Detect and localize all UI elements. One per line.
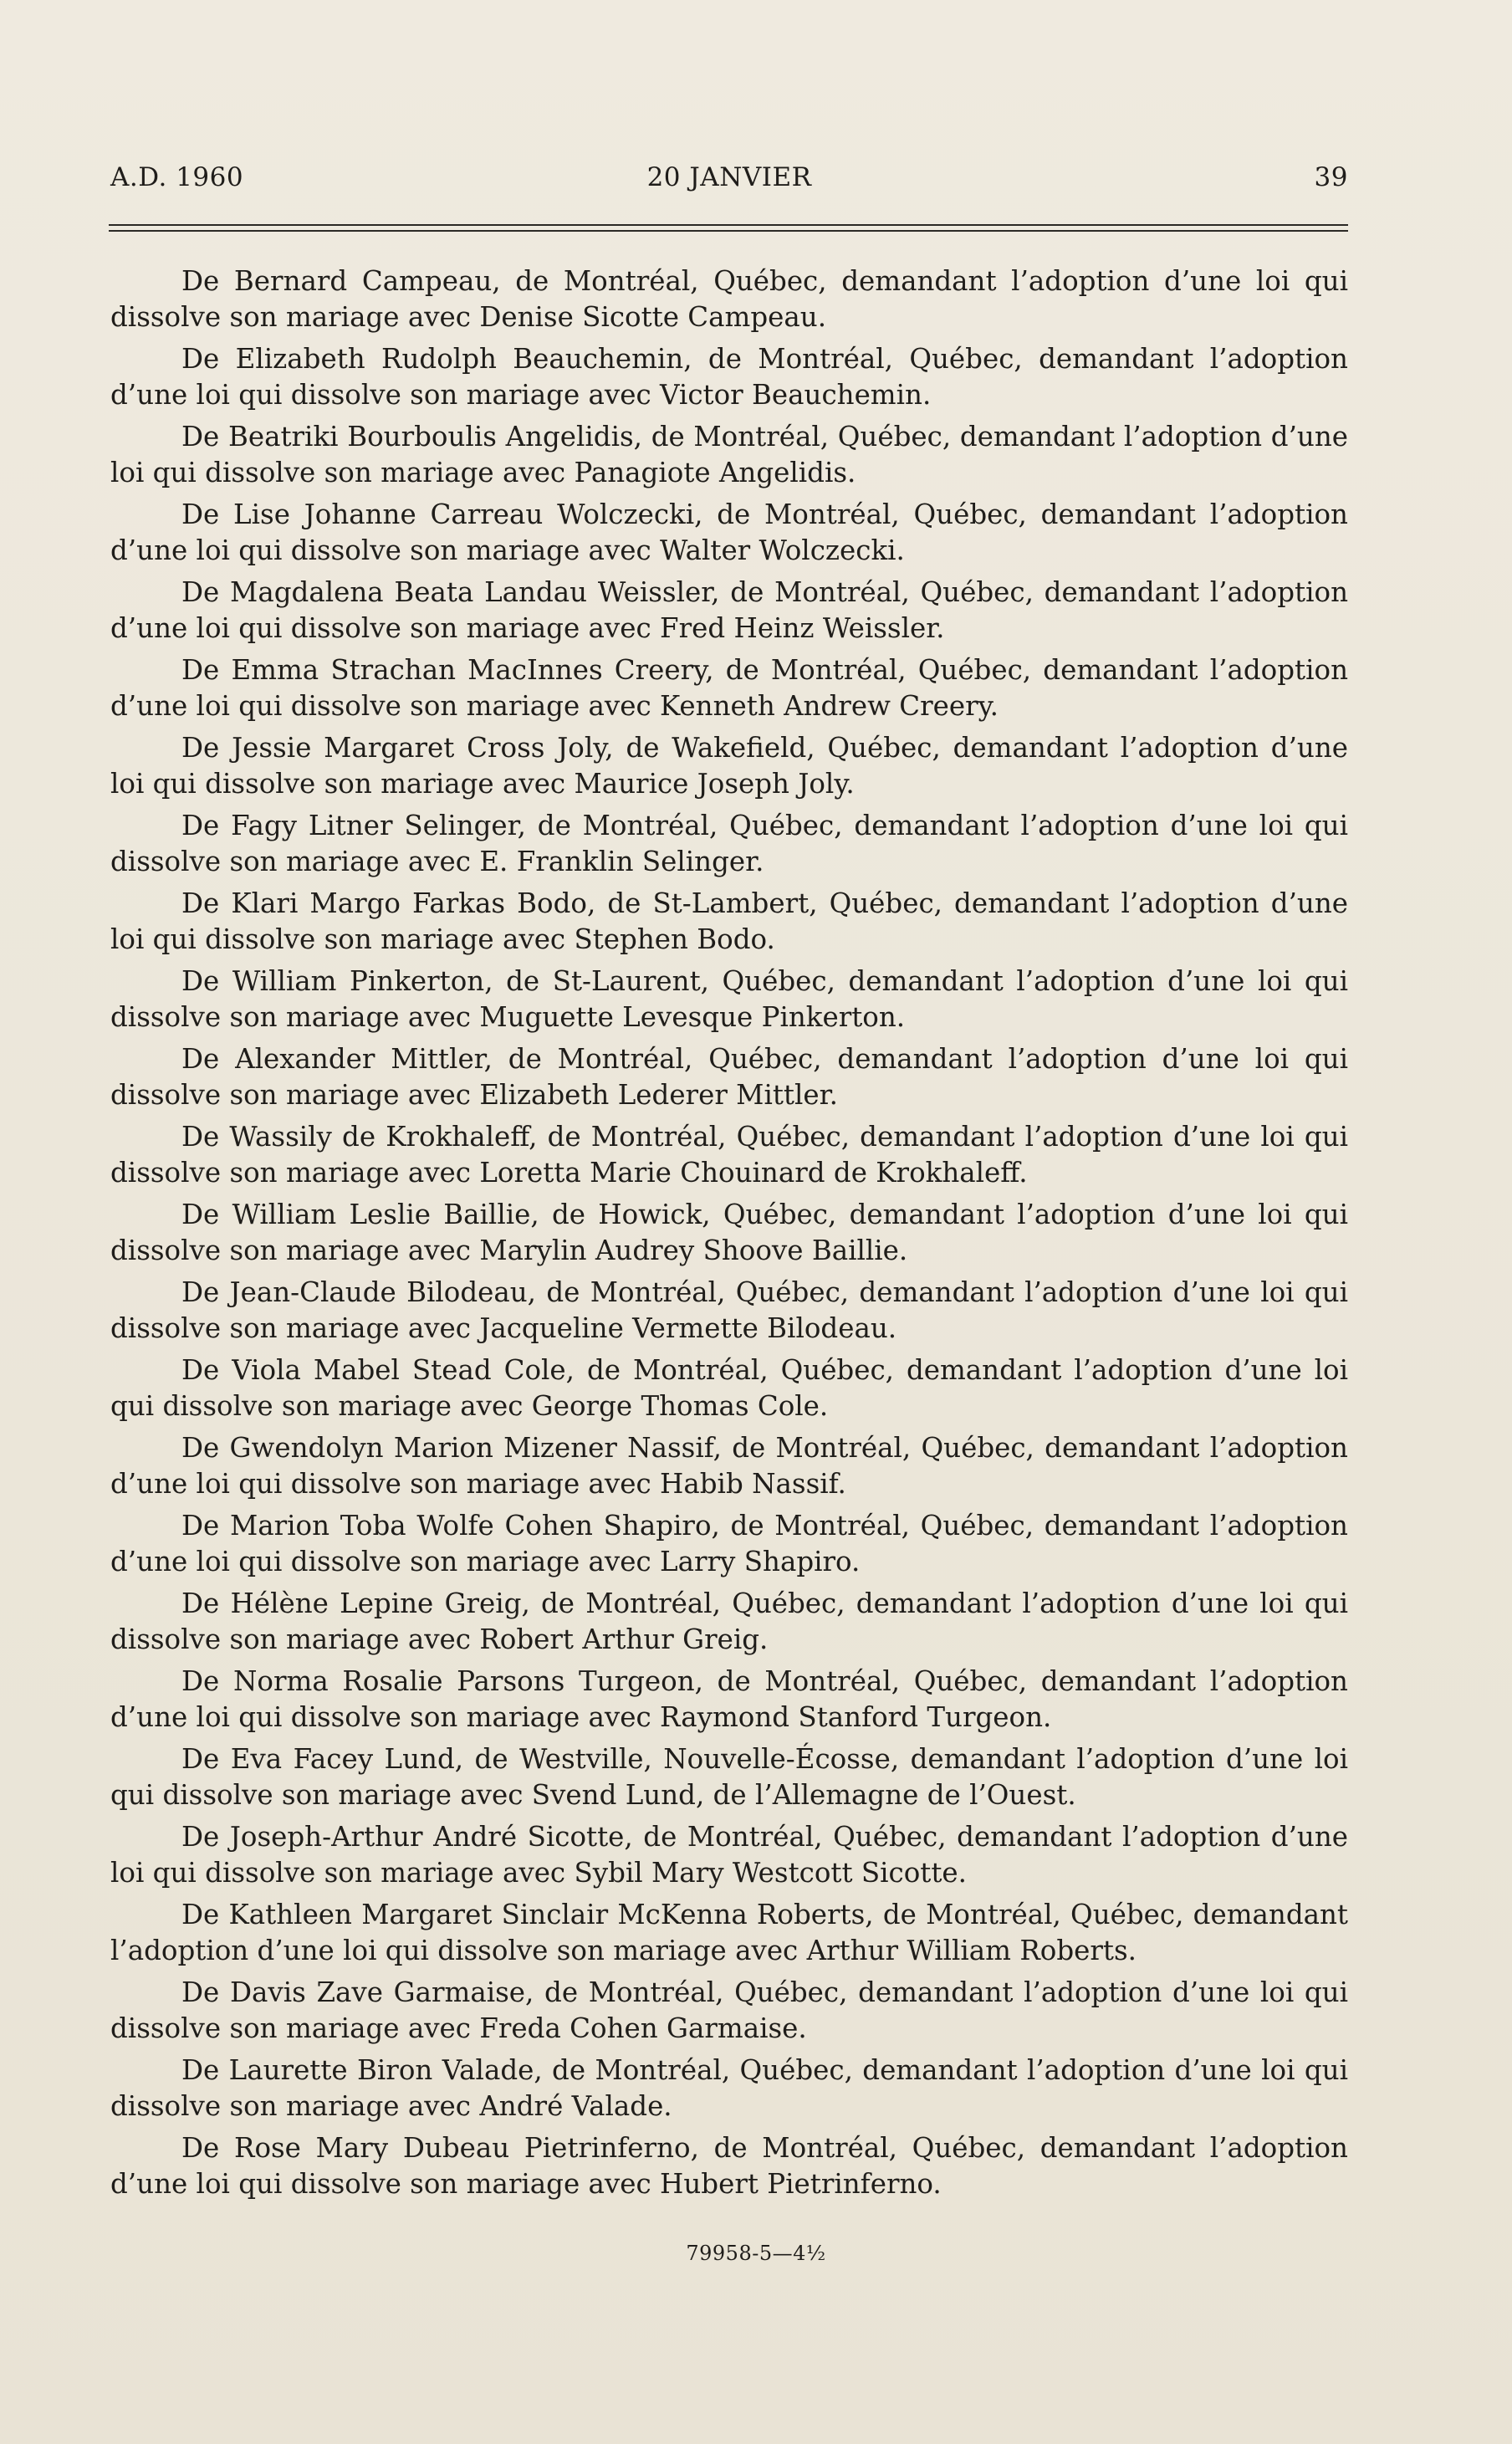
running-header — [110, 162, 1348, 199]
petition-paragraph: De Wassily de Krokhaleff, de Montréal, Québec, demandant l’adoption d’une loi qui dissolve son mariage avec Loretta Marie Chouinard de Krokhaleff. — [110, 1121, 1348, 1189]
header-rule-top — [109, 224, 1348, 226]
petition-paragraph: De Eva Facey Lund, de Westville, Nouvelle-Écosse, demandant l’adoption d’une loi qui dissolve son mariage avec Svend Lund, de l’Allemagne de l’Ouest. — [110, 1743, 1348, 1811]
petition-paragraph: De Jessie Margaret Cross Joly, de Wakefield, Québec, demandant l’adoption d’une loi qui dissolve son mariage avec Maurice Joseph Joly. — [110, 732, 1348, 800]
petition-paragraph: De Hélène Lepine Greig, de Montréal, Québec, demandant l’adoption d’une loi qui dissolve son mariage avec Robert Arthur Greig. — [110, 1588, 1348, 1655]
petition-paragraph: De Lise Johanne Carreau Wolczecki, de Montréal, Québec, demandant l’adoption d’une loi qui dissolve son mariage avec Walter Wolczecki. — [110, 499, 1348, 566]
print-code: 79958-5—4½ — [686, 2242, 826, 2265]
petition-paragraph: De Laurette Biron Valade, de Montréal, Québec, demandant l’adoption d’une loi qui dissolve son mariage avec André Valade. — [110, 2054, 1348, 2122]
petition-paragraph: De Emma Strachan MacInnes Creery, de Montréal, Québec, demandant l’adoption d’une loi qui dissolve son mariage avec Kenneth Andrew Creery. — [110, 654, 1348, 722]
petition-paragraph: De Fagy Litner Selinger, de Montréal, Québec, demandant l’adoption d’une loi qui dissolve son mariage avec E. Franklin Selinger. — [110, 810, 1348, 877]
petition-paragraph: De Rose Mary Dubeau Pietrinferno, de Montréal, Québec, demandant l’adoption d’une loi qui dissolve son mariage avec Hubert Pietrinferno. — [110, 2132, 1348, 2200]
petition-paragraph: De Elizabeth Rudolph Beauchemin, de Montréal, Québec, demandant l’adoption d’une loi qui dissolve son mariage avec Victor Beauchemin. — [110, 343, 1348, 411]
petition-paragraph: De Kathleen Margaret Sinclair McKenna Roberts, de Montréal, Québec, demandant l’adoption d’une loi qui dissolve son mariage avec Arthur William Roberts. — [110, 1899, 1348, 1966]
petition-paragraph: De Jean-Claude Bilodeau, de Montréal, Québec, demandant l’adoption d’une loi qui dissolve son mariage avec Jacqueline Vermette Bilodeau. — [110, 1276, 1348, 1344]
petition-paragraph: De Beatriki Bourboulis Angelidis, de Montréal, Québec, demandant l’adoption d’une loi qui dissolve son mariage avec Panagiote Angelidis. — [110, 421, 1348, 488]
petition-paragraph: De Marion Toba Wolfe Cohen Shapiro, de Montréal, Québec, demandant l’adoption d’une loi qui dissolve son mariage avec Larry Shapiro. — [110, 1510, 1348, 1577]
petition-paragraph: De Joseph-Arthur André Sicotte, de Montréal, Québec, demandant l’adoption d’une loi qui dissolve son mariage avec Sybil Mary Westcott Sicotte. — [110, 1821, 1348, 1889]
petition-paragraph: De Alexander Mittler, de Montréal, Québec, demandant l’adoption d’une loi qui dissolve son mariage avec Elizabeth Lederer Mittler. — [110, 1043, 1348, 1111]
petition-paragraph: De Davis Zave Garmaise, de Montréal, Québec, demandant l’adoption d’une loi qui dissolve son mariage avec Freda Cohen Garmaise. — [110, 1976, 1348, 2044]
header-rule-bottom — [109, 230, 1348, 232]
page-number: 39 — [1314, 162, 1348, 192]
petition-list — [110, 263, 1348, 2208]
petition-paragraph: De William Pinkerton, de St-Laurent, Québec, demandant l’adoption d’une loi qui dissolve son mariage avec Muguette Levesque Pinkerton. — [110, 965, 1348, 1033]
petition-paragraph: De Magdalena Beata Landau Weissler, de Montréal, Québec, demandant l’adoption d’une loi qui dissolve son mariage avec Fred Heinz Weissler. — [110, 576, 1348, 644]
petition-paragraph: De Bernard Campeau, de Montréal, Québec, demandant l’adoption d’une loi qui dissolve son mariage avec Denise Sicotte Campeau. — [110, 265, 1348, 333]
petition-paragraph: De Klari Margo Farkas Bodo, de St-Lambert, Québec, demandant l’adoption d’une loi qui dissolve son mariage avec Stephen Bodo. — [110, 887, 1348, 955]
petition-paragraph: De Viola Mabel Stead Cole, de Montréal, Québec, demandant l’adoption d’une loi qui dissolve son mariage avec George Thomas Cole. — [110, 1354, 1348, 1422]
petition-paragraph: De William Leslie Baillie, de Howick, Québec, demandant l’adoption d’une loi qui dissolve son mariage avec Marylin Audrey Shoove Baillie. — [110, 1199, 1348, 1266]
petition-paragraph: De Gwendolyn Marion Mizener Nassif, de Montréal, Québec, demandant l’adoption d’une loi qui dissolve son mariage avec Habib Nassif. — [110, 1432, 1348, 1500]
header-year: A.D. 1960 — [110, 162, 244, 192]
petition-paragraph: De Norma Rosalie Parsons Turgeon, de Montréal, Québec, demandant l’adoption d’une loi qui dissolve son mariage avec Raymond Stanford Turgeon. — [110, 1665, 1348, 1733]
header-date: 20 JANVIER — [646, 162, 812, 192]
